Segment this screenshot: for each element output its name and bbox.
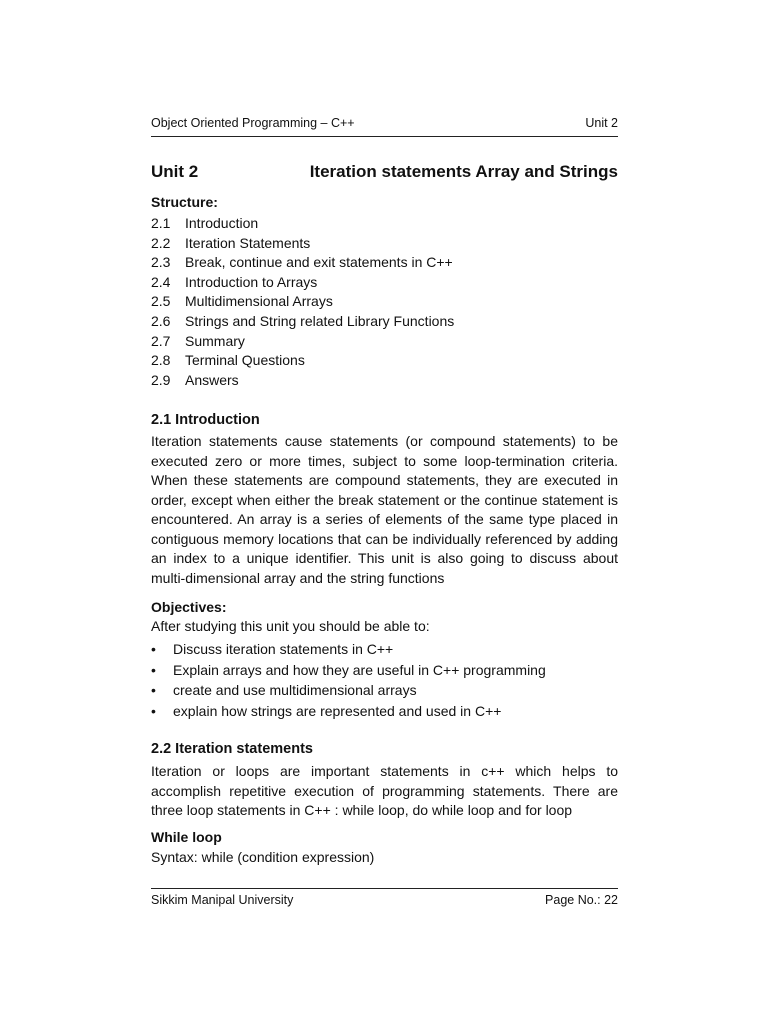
toc-number: 2.8 bbox=[151, 352, 171, 369]
toc-text: Introduction bbox=[185, 215, 259, 231]
objective-text: Discuss iteration statements in C++ bbox=[173, 641, 394, 657]
structure-list bbox=[151, 194, 618, 390]
while-syntax: Syntax: while (condition expression) bbox=[151, 849, 375, 865]
toc-text: Strings and String related Library Functions bbox=[185, 312, 455, 329]
list-item bbox=[151, 701, 618, 722]
section-heading-iteration: 2.2 Iteration statements bbox=[151, 741, 313, 757]
footer-university: Sikkim Manipal University bbox=[151, 893, 294, 907]
objective-text: Explain arrays and how they are useful in C++ programming bbox=[173, 661, 546, 678]
toc-item bbox=[151, 351, 618, 371]
toc-text: Multidimensional Arrays bbox=[185, 293, 333, 310]
unit-name: Iteration statements Array and Strings bbox=[309, 162, 618, 181]
bullet-icon: • bbox=[151, 661, 156, 678]
list-item bbox=[151, 660, 618, 681]
list-item bbox=[151, 639, 618, 660]
objectives-intro: After studying this unit you should be able to: bbox=[151, 618, 430, 634]
toc-item bbox=[151, 253, 618, 273]
header-course-title: Object Oriented Programming – C++ bbox=[151, 116, 355, 130]
bullet-icon: • bbox=[151, 702, 156, 719]
page-header bbox=[151, 116, 618, 137]
toc-item bbox=[151, 332, 618, 352]
toc-text: Terminal Questions bbox=[185, 352, 305, 369]
toc-item bbox=[151, 292, 618, 312]
header-unit-label: Unit 2 bbox=[585, 116, 618, 130]
toc-item bbox=[151, 273, 618, 293]
toc-number: 2.5 bbox=[151, 293, 171, 310]
toc-number: 2.7 bbox=[151, 332, 171, 349]
toc-item bbox=[151, 371, 618, 391]
toc-item bbox=[151, 214, 618, 234]
toc-text: Introduction to Arrays bbox=[185, 273, 318, 290]
objectives-label: Objectives: bbox=[151, 599, 227, 615]
toc-number: 2.2 bbox=[151, 234, 171, 251]
unit-number: Unit 2 bbox=[151, 162, 199, 181]
bullet-icon: • bbox=[151, 641, 156, 657]
toc-item bbox=[151, 234, 618, 254]
structure-label: Structure: bbox=[151, 194, 218, 210]
toc-number: 2.3 bbox=[151, 254, 171, 271]
objective-text: create and use multidimensional arrays bbox=[173, 682, 417, 698]
toc-number: 2.4 bbox=[151, 273, 171, 290]
objectives-list bbox=[151, 639, 618, 721]
page-footer bbox=[151, 888, 618, 911]
toc-text: Break, continue and exit statements in C++ bbox=[185, 254, 453, 271]
toc-number: 2.9 bbox=[151, 371, 171, 388]
iteration-paragraph: Iteration or loops are important statements in c++ which helps to accomplish repetitive execution of programming statements. There are three loop statements in C++ : while loop, do while loop and for loop bbox=[151, 763, 618, 818]
toc-number: 2.6 bbox=[151, 312, 171, 329]
toc-text: Answers bbox=[185, 371, 239, 388]
toc-number: 2.1 bbox=[151, 215, 171, 231]
list-item bbox=[151, 680, 618, 701]
introduction-paragraph: Iteration statements cause statements (or compound statements) to be executed zero or more times, subject to some loop-termination criteria. When these statements are compound statements, they are executed in order, except when either the break statement or the continue statement is encountered. An array is a series of elements of the same type placed in contiguous memory locations that can be individually referenced by adding an index to a unique identifier. This unit is also going to discuss about multi-dimensional array and the string functions bbox=[151, 433, 618, 586]
toc-text: Iteration Statements bbox=[185, 234, 311, 251]
bullet-icon: • bbox=[151, 682, 156, 698]
while-loop-heading: While loop bbox=[151, 829, 222, 845]
section-heading-introduction: 2.1 Introduction bbox=[151, 412, 260, 428]
toc-item bbox=[151, 312, 618, 332]
footer-page-number: Page No.: 22 bbox=[545, 893, 618, 907]
objective-text: explain how strings are represented and used in C++ bbox=[173, 702, 502, 719]
toc-text: Summary bbox=[185, 332, 245, 349]
